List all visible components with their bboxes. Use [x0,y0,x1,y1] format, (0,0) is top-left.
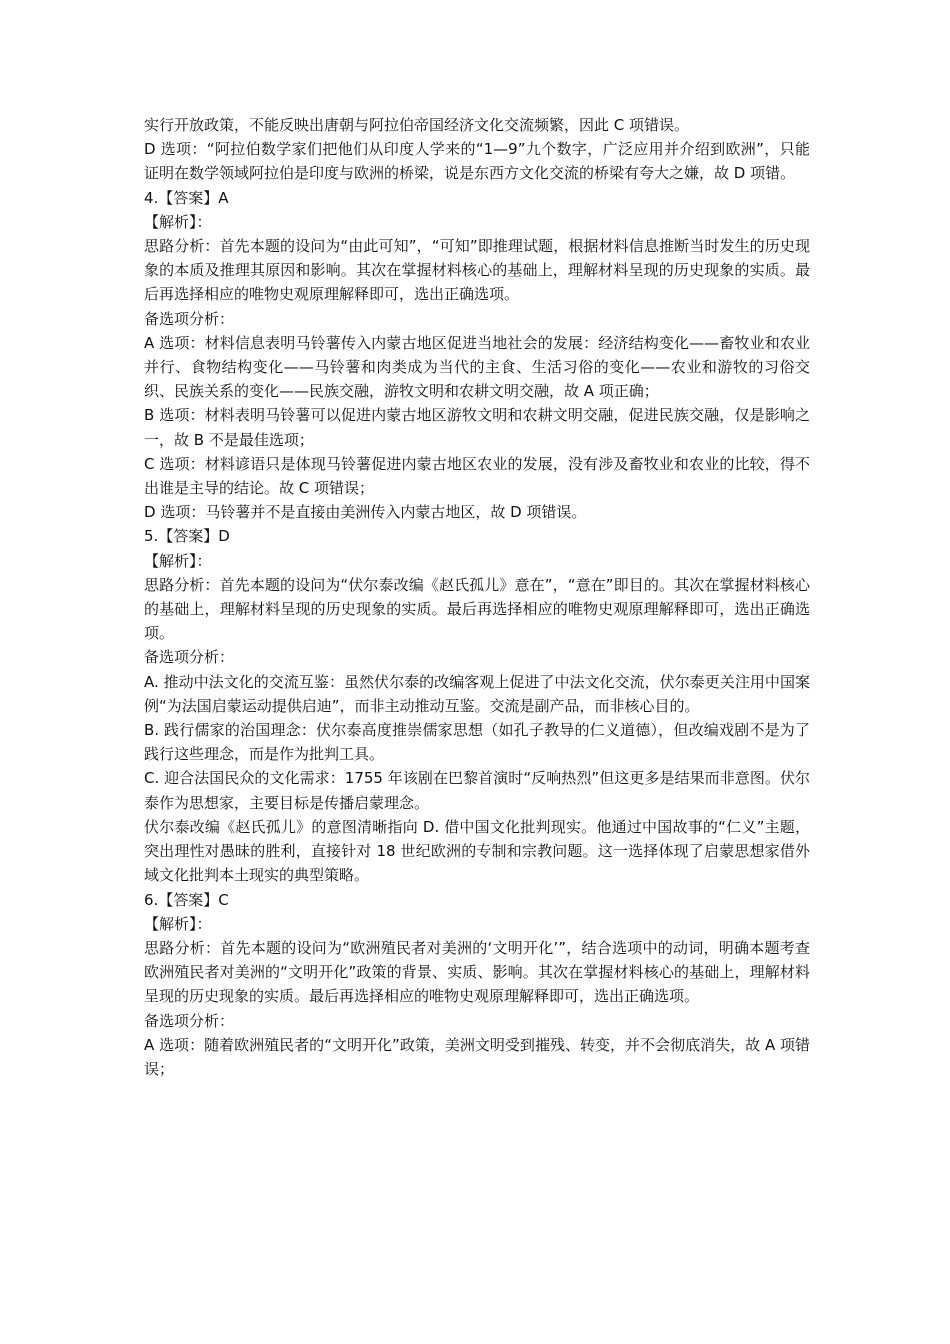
option-d-4: D 选项：马铃薯并不是直接由美洲传入内蒙古地区，故 D 项错误。 [144,503,587,522]
options-label-5: 备选项分析： [144,648,235,667]
option-c-4: C 选项：材料谚语只是体现马铃薯促进内蒙古地区农业的发展，没有涉及畜牧业和农业的比较，得不出谁是主导的结论。故 C 项错误； [144,454,810,498]
reasoning-6: 思路分析：首先本题的设问为“欧洲殖民者对美洲的‘文明开化’”，结合选项中的动词，明确本题考查欧洲殖民者对美洲的“文明开化”政策的背景、实质、影响。其次在掌握材料核心的基础上，理解材料呈现的历史现象的实质。最后再选择相应的唯物史观原理解释即可，选出正确选项。 [144,938,810,1006]
option-a-4: A 选项：材料信息表明马铃薯传入内蒙古地区促进当地社会的发展：经济结构变化——畜牧业和农业并行、食物结构变化——马铃薯和肉类成为当代的主食、生活习俗的变化——农业和游牧的习俗交织、民族关系的变化——民族交融，游牧文明和农耕文明交融，故 A 项正确； [144,333,810,401]
options-label-6: 备选项分析： [144,1011,235,1030]
option-b-4: B 选项：材料表明马铃薯可以促进内蒙古地区游牧文明和农耕文明交融，促进民族交融，仅是影响之一，故 B 不是最佳选项； [144,406,810,449]
analysis-label-4: 【解析】： [144,212,212,231]
conclusion-5: 伏尔泰改编《赵氏孤儿》的意图清晰指向 D. 借中国文化批判现实。他通过中国故事的“仁义”主题，突出理性对愚昧的胜利，直接针对 18 世纪欧洲的专制和宗教问题。这一选择体现了启蒙思想家借外域文化批判本土现实的典型策略。 [144,817,810,885]
document-page [144,113,810,1081]
paragraph-option-d: D 选项：“阿拉伯数学家们把他们从印度人学来的“1—9”九个数字，广泛应用并介绍到欧洲”，只能证明在数学领域阿拉伯是印度与欧洲的桥梁，说是东西方文化交流的桥梁有夸大之嫌，故 D 项错。 [144,140,810,183]
answer-heading-5: 5.【答案】D [144,527,230,546]
option-a-6: A 选项：随着欧洲殖民者的“文明开化”政策，美洲文明受到摧残、转变，并不会彻底消失，故 A 项错误； [144,1035,810,1078]
reasoning-4: 思路分析：首先本题的设问为“由此可知”，“可知”即推理试题，根据材料信息推断当时发生的历史现象的本质及推理其原因和影响。其次在掌握材料核心的基础上，理解材料呈现的历史现象的实质。最后再选择相应的唯物史观原理解释即可，选出正确选项。 [144,237,810,304]
analysis-label-6: 【解析】： [144,914,212,933]
option-a-5: A. 推动中法文化的交流互鉴：虽然伏尔泰的改编客观上促进了中法文化交流，伏尔泰更关注用中国案例“为法国启蒙运动提供启迪”，而非主动推动互鉴。交流是副产品，而非核心目的。 [144,672,810,715]
reasoning-5: 思路分析：首先本题的设问为“伏尔泰改编《赵氏孤儿》意在”，“意在”即目的。其次在掌握材料核心的基础上，理解材料呈现的历史现象的实质。最后再选择相应的唯物史观原理解释即可，选出正确选项。 [144,575,810,643]
analysis-label-5: 【解析】： [144,551,212,570]
option-c-5: C. 迎合法国民众的文化需求：1755 年该剧在巴黎首演时“反响热烈”但这更多是结果而非意图。伏尔泰作为思想家，主要目标是传播启蒙理念。 [144,769,810,812]
options-label-4: 备选项分析： [144,309,235,328]
answer-heading-6: 6.【答案】C [144,890,229,909]
paragraph-option-c-conclusion: 实行开放政策，不能反映出唐朝与阿拉伯帝国经济文化交流频繁，因此 C 项错误。 [144,116,690,134]
option-b-5: B. 践行儒家的治国理念：伏尔泰高度推崇儒家思想（如孔子教导的仁义道德），但改编戏剧不是为了践行这些理念，而是作为批判工具。 [144,721,810,764]
answer-heading-4: 4.【答案】A [144,188,229,207]
